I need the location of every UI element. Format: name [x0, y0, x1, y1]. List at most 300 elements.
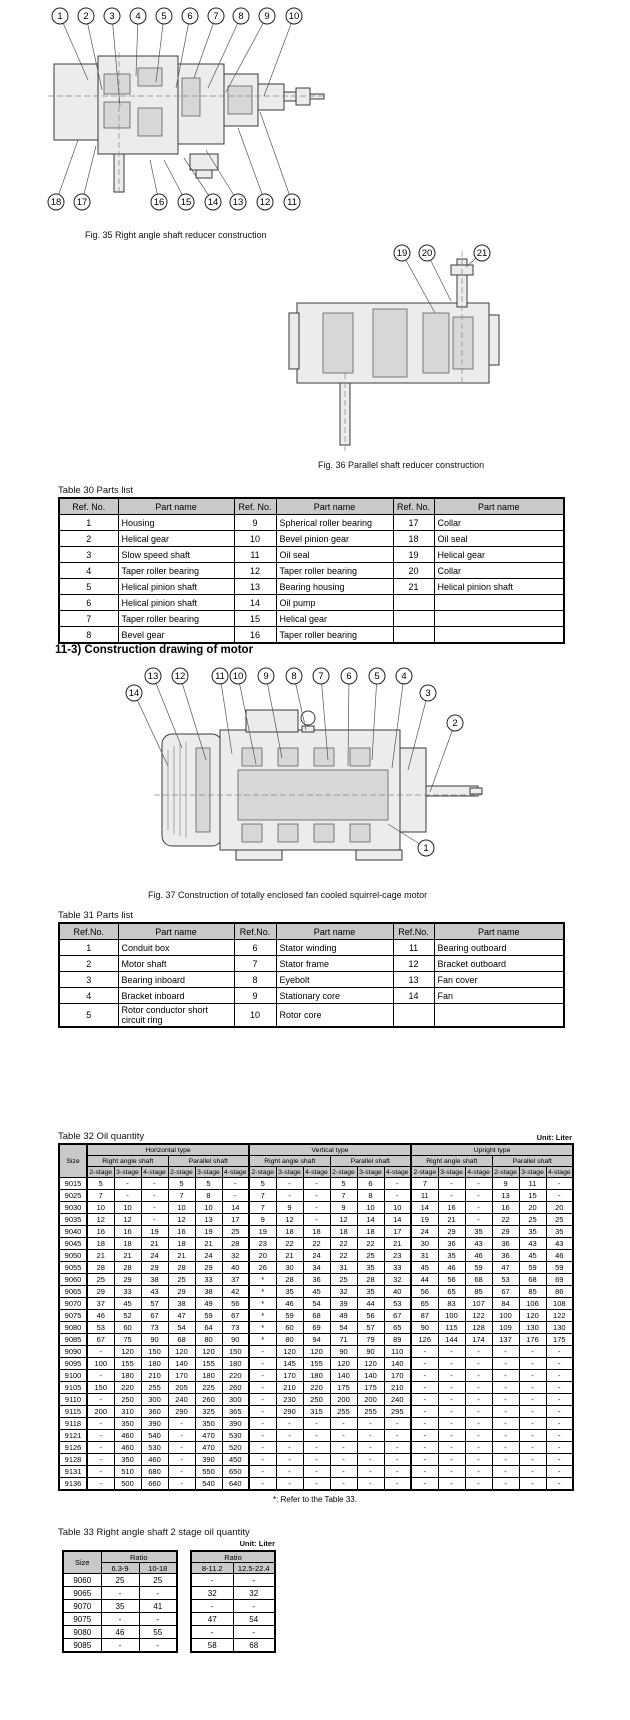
- oil-quantity-cell: *: [249, 1274, 276, 1286]
- oil-quantity-cell: 35: [519, 1226, 546, 1238]
- ref-no-cell: 13: [234, 579, 276, 595]
- oil-quantity-cell: -: [357, 1454, 384, 1466]
- oil-quantity-cell: 73: [222, 1322, 249, 1334]
- oil-quantity-cell: 54: [303, 1298, 330, 1310]
- callout-number: 9: [264, 11, 270, 23]
- oil-quantity-cell: 31: [330, 1262, 357, 1274]
- oil-quantity-cell: 109: [492, 1322, 519, 1334]
- oil-quantity-cell: 25: [168, 1274, 195, 1286]
- callout-number: 21: [476, 248, 488, 260]
- oil-quantity-cell: 90: [222, 1334, 249, 1346]
- oil-quantity-cell: 90: [141, 1334, 168, 1346]
- oil-quantity-row: [63, 1626, 177, 1639]
- oil-quantity-cell: 59: [546, 1262, 573, 1274]
- table32-unit-label: Unit: Liter: [536, 1133, 572, 1142]
- stage-header: 4-stage: [546, 1167, 573, 1178]
- oil-quantity-cell: -: [546, 1190, 573, 1202]
- part-name-cell: [434, 611, 564, 627]
- oil-quantity-cell: -: [330, 1442, 357, 1454]
- oil-quantity-cell: 56: [357, 1310, 384, 1322]
- oil-quantity-cell: 35: [465, 1226, 492, 1238]
- ratio-range-header: 10-18: [139, 1563, 177, 1574]
- ref-no-cell: 18: [393, 531, 434, 547]
- part-name-cell: Stator winding: [276, 940, 393, 956]
- oil-quantity-cell: 10: [195, 1202, 222, 1214]
- oil-quantity-cell: -: [303, 1190, 330, 1202]
- ref-no-cell: 2: [59, 956, 118, 972]
- size-cell: 9060: [63, 1574, 101, 1587]
- column-header: Ref. No.: [393, 498, 434, 515]
- part-name-cell: Helical gear: [434, 547, 564, 563]
- oil-quantity-cell: 9: [492, 1178, 519, 1190]
- oil-quantity-cell: 67: [87, 1334, 114, 1346]
- oil-quantity-cell: 315: [303, 1406, 330, 1418]
- oil-quantity-cell: -: [303, 1202, 330, 1214]
- oil-quantity-cell: 42: [222, 1286, 249, 1298]
- oil-quantity-cell: 12: [168, 1214, 195, 1226]
- oil-quantity-cell: 32: [233, 1587, 275, 1600]
- oil-quantity-row: [59, 1430, 573, 1442]
- stage-header: 3-stage: [519, 1167, 546, 1178]
- table31-parts-list: [58, 922, 565, 1028]
- oil-quantity-cell: 35: [357, 1262, 384, 1274]
- table-row: [59, 611, 564, 627]
- oil-quantity-cell: 175: [546, 1334, 573, 1346]
- oil-quantity-cell: -: [384, 1442, 411, 1454]
- part-name-cell: Helical pinion shaft: [118, 579, 234, 595]
- ref-no-cell: 10: [234, 1004, 276, 1028]
- oil-quantity-cell: -: [139, 1587, 177, 1600]
- ref-no-cell: 5: [59, 579, 118, 595]
- oil-quantity-cell: 69: [303, 1322, 330, 1334]
- oil-quantity-cell: 9: [330, 1202, 357, 1214]
- oil-quantity-cell: -: [276, 1190, 303, 1202]
- oil-quantity-cell: 175: [357, 1382, 384, 1394]
- oil-quantity-cell: 14: [222, 1202, 249, 1214]
- oil-quantity-cell: 5: [168, 1178, 195, 1190]
- oil-quantity-cell: 41: [139, 1600, 177, 1613]
- oil-quantity-cell: -: [438, 1466, 465, 1478]
- oil-quantity-cell: 52: [114, 1310, 141, 1322]
- ref-no-cell: 8: [234, 972, 276, 988]
- oil-quantity-cell: 57: [357, 1322, 384, 1334]
- oil-quantity-cell: 34: [303, 1262, 330, 1274]
- oil-quantity-cell: 22: [330, 1250, 357, 1262]
- shaft-type-header: Parallel shaft: [492, 1156, 573, 1167]
- oil-quantity-cell: -: [438, 1430, 465, 1442]
- oil-quantity-cell: 250: [303, 1394, 330, 1406]
- part-name-cell: Bevel pinion gear: [276, 531, 393, 547]
- oil-quantity-cell: -: [384, 1478, 411, 1491]
- oil-quantity-cell: 5: [195, 1178, 222, 1190]
- oil-quantity-cell: -: [546, 1454, 573, 1466]
- oil-quantity-cell: 390: [141, 1418, 168, 1430]
- oil-quantity-cell: -: [411, 1430, 438, 1442]
- oil-quantity-cell: 25: [222, 1226, 249, 1238]
- oil-quantity-cell: 22: [303, 1238, 330, 1250]
- column-header: Part name: [434, 923, 564, 940]
- oil-quantity-cell: 14: [357, 1214, 384, 1226]
- stage-header: 2-stage: [87, 1167, 114, 1178]
- oil-quantity-cell: -: [114, 1190, 141, 1202]
- oil-quantity-cell: 28: [357, 1274, 384, 1286]
- oil-quantity-row: [191, 1626, 275, 1639]
- oil-quantity-cell: 68: [303, 1310, 330, 1322]
- oil-quantity-cell: 43: [546, 1238, 573, 1250]
- oil-quantity-row: [59, 1274, 573, 1286]
- oil-quantity-cell: 28: [222, 1238, 249, 1250]
- oil-quantity-cell: -: [465, 1442, 492, 1454]
- callout-number: 13: [147, 671, 159, 683]
- oil-quantity-cell: -: [546, 1346, 573, 1358]
- oil-quantity-cell: 5: [330, 1178, 357, 1190]
- oil-quantity-cell: 122: [546, 1310, 573, 1322]
- oil-quantity-cell: 28: [276, 1274, 303, 1286]
- oil-quantity-cell: 29: [114, 1274, 141, 1286]
- oil-quantity-cell: 30: [276, 1262, 303, 1274]
- ratio-range-header: 12.5-22.4: [233, 1563, 275, 1574]
- oil-quantity-cell: -: [519, 1370, 546, 1382]
- column-header: Part name: [276, 923, 393, 940]
- oil-quantity-cell: 45: [303, 1286, 330, 1298]
- oil-quantity-row: [59, 1238, 573, 1250]
- fig36-caption: Fig. 36 Parallel shaft reducer construction: [318, 460, 485, 470]
- oil-quantity-cell: -: [191, 1626, 233, 1639]
- oil-quantity-cell: -: [465, 1466, 492, 1478]
- oil-quantity-cell: 5: [87, 1178, 114, 1190]
- ref-no-cell: 11: [393, 940, 434, 956]
- part-name-cell: Conduit box: [118, 940, 234, 956]
- oil-quantity-cell: 230: [276, 1394, 303, 1406]
- callout-number: 14: [128, 688, 140, 700]
- size-cell: 9035: [59, 1214, 87, 1226]
- oil-quantity-cell: 200: [330, 1394, 357, 1406]
- oil-quantity-cell: 22: [276, 1238, 303, 1250]
- oil-quantity-cell: 108: [546, 1298, 573, 1310]
- part-name-cell: Helical gear: [118, 531, 234, 547]
- oil-quantity-cell: -: [357, 1430, 384, 1442]
- oil-quantity-row: [59, 1406, 573, 1418]
- oil-quantity-row: [59, 1466, 573, 1478]
- oil-quantity-cell: 18: [276, 1226, 303, 1238]
- oil-quantity-cell: 10: [168, 1202, 195, 1214]
- oil-quantity-row: [59, 1322, 573, 1334]
- oil-quantity-cell: -: [276, 1442, 303, 1454]
- callout-number: 11: [287, 197, 297, 209]
- oil-quantity-cell: 33: [114, 1286, 141, 1298]
- table-row: [59, 563, 564, 579]
- stage-header: 3-stage: [276, 1167, 303, 1178]
- callout-number: 5: [161, 11, 167, 23]
- oil-quantity-cell: -: [139, 1639, 177, 1653]
- part-name-cell: Oil seal: [276, 547, 393, 563]
- column-header: Ref. No.: [59, 498, 118, 515]
- oil-quantity-cell: 25: [546, 1214, 573, 1226]
- oil-quantity-cell: 9: [276, 1202, 303, 1214]
- oil-quantity-cell: 56: [411, 1286, 438, 1298]
- stage-header: 4-stage: [222, 1167, 249, 1178]
- oil-quantity-cell: -: [303, 1454, 330, 1466]
- part-name-cell: Taper roller bearing: [118, 611, 234, 627]
- oil-quantity-cell: -: [519, 1346, 546, 1358]
- oil-quantity-cell: 35: [546, 1226, 573, 1238]
- ratio-range-header: 8-11.2: [191, 1563, 233, 1574]
- oil-quantity-cell: 14: [411, 1202, 438, 1214]
- oil-quantity-cell: -: [168, 1442, 195, 1454]
- oil-quantity-cell: 71: [330, 1334, 357, 1346]
- oil-quantity-cell: 8: [357, 1190, 384, 1202]
- fig35-caption: Fig. 35 Right angle shaft reducer construction: [85, 230, 267, 240]
- table-row: [59, 579, 564, 595]
- oil-quantity-cell: 255: [357, 1406, 384, 1418]
- oil-quantity-cell: 15: [519, 1190, 546, 1202]
- oil-quantity-cell: -: [87, 1478, 114, 1491]
- oil-quantity-cell: 255: [141, 1382, 168, 1394]
- oil-quantity-cell: -: [384, 1454, 411, 1466]
- oil-quantity-cell: 32: [191, 1587, 233, 1600]
- oil-quantity-cell: 11: [519, 1178, 546, 1190]
- fig37-motor-drawing: [118, 664, 486, 888]
- callout-number: 5: [374, 671, 380, 683]
- oil-quantity-cell: 53: [87, 1322, 114, 1334]
- size-cell: 9045: [59, 1238, 87, 1250]
- oil-quantity-cell: 460: [141, 1454, 168, 1466]
- oil-quantity-cell: -: [492, 1358, 519, 1370]
- oil-quantity-cell: 470: [195, 1442, 222, 1454]
- oil-quantity-cell: 59: [195, 1310, 222, 1322]
- oil-quantity-cell: 49: [330, 1310, 357, 1322]
- oil-quantity-cell: -: [303, 1478, 330, 1491]
- oil-quantity-cell: 10: [87, 1202, 114, 1214]
- oil-quantity-cell: -: [357, 1418, 384, 1430]
- table-row: [59, 531, 564, 547]
- size-cell: 9025: [59, 1190, 87, 1202]
- oil-quantity-cell: 174: [465, 1334, 492, 1346]
- table-row: [59, 1004, 564, 1028]
- ref-no-cell: 20: [393, 563, 434, 579]
- oil-quantity-cell: 7: [330, 1190, 357, 1202]
- ref-no-cell: [393, 1004, 434, 1028]
- oil-quantity-cell: 210: [384, 1382, 411, 1394]
- oil-quantity-cell: -: [438, 1478, 465, 1491]
- oil-quantity-cell: -: [249, 1358, 276, 1370]
- oil-quantity-cell: 30: [411, 1238, 438, 1250]
- size-cell: 9090: [59, 1346, 87, 1358]
- oil-quantity-cell: 170: [168, 1370, 195, 1382]
- part-name-cell: Slow speed shaft: [118, 547, 234, 563]
- oil-quantity-cell: 7: [87, 1190, 114, 1202]
- oil-quantity-cell: 17: [222, 1214, 249, 1226]
- oil-quantity-cell: -: [87, 1394, 114, 1406]
- oil-quantity-row: [59, 1334, 573, 1346]
- oil-quantity-cell: 39: [330, 1298, 357, 1310]
- oil-quantity-cell: 90: [330, 1346, 357, 1358]
- oil-quantity-cell: 59: [519, 1262, 546, 1274]
- oil-quantity-cell: 106: [519, 1298, 546, 1310]
- oil-quantity-row: [59, 1370, 573, 1382]
- ref-no-cell: 1: [59, 940, 118, 956]
- oil-quantity-cell: -: [411, 1418, 438, 1430]
- oil-quantity-cell: *: [249, 1322, 276, 1334]
- oil-quantity-cell: 120: [357, 1358, 384, 1370]
- oil-quantity-cell: 65: [411, 1298, 438, 1310]
- part-name-cell: Helical pinion shaft: [434, 579, 564, 595]
- oil-quantity-cell: 120: [114, 1346, 141, 1358]
- oil-quantity-cell: 31: [411, 1250, 438, 1262]
- oil-quantity-cell: -: [303, 1418, 330, 1430]
- table33-title: Table 33 Right angle shaft 2 stage oil quantity: [58, 1527, 250, 1538]
- size-cell: 9075: [59, 1310, 87, 1322]
- stage-header: 2-stage: [168, 1167, 195, 1178]
- oil-quantity-cell: -: [303, 1442, 330, 1454]
- ref-no-cell: 8: [59, 627, 118, 644]
- stage-header: 4-stage: [303, 1167, 330, 1178]
- oil-quantity-cell: 21: [87, 1250, 114, 1262]
- oil-quantity-cell: 46: [546, 1250, 573, 1262]
- oil-quantity-cell: 46: [276, 1298, 303, 1310]
- ratio-range-header: 6.3-9: [101, 1563, 139, 1574]
- callout-number: 4: [135, 11, 141, 23]
- oil-quantity-cell: 89: [384, 1334, 411, 1346]
- oil-quantity-cell: -: [465, 1406, 492, 1418]
- oil-quantity-cell: 140: [384, 1358, 411, 1370]
- oil-quantity-cell: 25: [330, 1274, 357, 1286]
- oil-quantity-cell: 44: [411, 1274, 438, 1286]
- oil-quantity-cell: 21: [384, 1238, 411, 1250]
- oil-quantity-cell: 120: [168, 1346, 195, 1358]
- oil-quantity-cell: 205: [168, 1382, 195, 1394]
- oil-quantity-cell: 100: [438, 1310, 465, 1322]
- oil-quantity-cell: 520: [222, 1442, 249, 1454]
- oil-quantity-cell: -: [276, 1178, 303, 1190]
- oil-quantity-cell: 155: [303, 1358, 330, 1370]
- oil-quantity-cell: -: [519, 1382, 546, 1394]
- oil-quantity-cell: -: [233, 1574, 275, 1587]
- oil-quantity-cell: 155: [114, 1358, 141, 1370]
- part-name-cell: [434, 595, 564, 611]
- oil-quantity-cell: 24: [303, 1250, 330, 1262]
- oil-quantity-cell: 56: [438, 1274, 465, 1286]
- oil-quantity-cell: -: [384, 1418, 411, 1430]
- oil-quantity-cell: 120: [195, 1346, 222, 1358]
- oil-quantity-cell: 32: [222, 1250, 249, 1262]
- callout-leader-line: [56, 140, 78, 202]
- oil-quantity-cell: 120: [519, 1310, 546, 1322]
- oil-quantity-cell: 64: [195, 1322, 222, 1334]
- oil-quantity-cell: 8: [195, 1190, 222, 1202]
- oil-quantity-cell: 16: [114, 1226, 141, 1238]
- table32-oil-quantity: [58, 1143, 574, 1491]
- oil-quantity-cell: 120: [276, 1346, 303, 1358]
- size-cell: 9050: [59, 1250, 87, 1262]
- size-cell: 9121: [59, 1430, 87, 1442]
- oil-quantity-cell: -: [438, 1190, 465, 1202]
- oil-quantity-cell: 390: [222, 1418, 249, 1430]
- oil-quantity-cell: 295: [384, 1406, 411, 1418]
- oil-quantity-row: [63, 1613, 177, 1626]
- oil-quantity-cell: 145: [276, 1358, 303, 1370]
- oil-quantity-cell: 16: [492, 1202, 519, 1214]
- ref-no-cell: 14: [234, 595, 276, 611]
- oil-quantity-cell: 7: [411, 1178, 438, 1190]
- ratio-header: Ratio: [101, 1551, 177, 1563]
- size-cell: 9118: [59, 1418, 87, 1430]
- oil-quantity-cell: -: [546, 1478, 573, 1491]
- oil-quantity-cell: 130: [546, 1322, 573, 1334]
- oil-quantity-cell: -: [465, 1346, 492, 1358]
- oil-quantity-cell: 128: [465, 1322, 492, 1334]
- callout-leader-line: [430, 723, 455, 792]
- oil-quantity-cell: -: [411, 1478, 438, 1491]
- oil-quantity-cell: 115: [438, 1322, 465, 1334]
- oil-quantity-cell: -: [384, 1466, 411, 1478]
- oil-quantity-cell: 21: [195, 1238, 222, 1250]
- oil-quantity-cell: 20: [546, 1202, 573, 1214]
- oil-quantity-cell: -: [330, 1478, 357, 1491]
- column-header: Ref.No.: [59, 923, 118, 940]
- oil-quantity-cell: -: [168, 1418, 195, 1430]
- callout-number: 6: [346, 671, 352, 683]
- oil-quantity-cell: 5: [249, 1178, 276, 1190]
- oil-quantity-cell: 40: [222, 1262, 249, 1274]
- size-cell: 9015: [59, 1178, 87, 1190]
- callout-number: 12: [259, 197, 271, 209]
- oil-quantity-row: [59, 1418, 573, 1430]
- oil-quantity-cell: 56: [222, 1298, 249, 1310]
- oil-quantity-cell: 54: [168, 1322, 195, 1334]
- oil-quantity-cell: 46: [438, 1262, 465, 1274]
- oil-quantity-cell: -: [546, 1370, 573, 1382]
- ref-no-cell: 9: [234, 988, 276, 1004]
- oil-quantity-cell: 24: [141, 1250, 168, 1262]
- part-name-cell: Rotor conductor short circuit ring: [118, 1004, 234, 1028]
- oil-quantity-cell: 38: [168, 1298, 195, 1310]
- oil-quantity-cell: 79: [357, 1334, 384, 1346]
- oil-quantity-cell: 33: [195, 1274, 222, 1286]
- ref-no-cell: 15: [234, 611, 276, 627]
- oil-quantity-cell: -: [249, 1406, 276, 1418]
- oil-quantity-cell: 200: [87, 1406, 114, 1418]
- ref-no-cell: 7: [234, 956, 276, 972]
- oil-quantity-cell: 18: [168, 1238, 195, 1250]
- oil-quantity-cell: 46: [87, 1310, 114, 1322]
- stage-header: 2-stage: [330, 1167, 357, 1178]
- oil-quantity-cell: -: [492, 1430, 519, 1442]
- callout-number: 13: [232, 197, 244, 209]
- oil-quantity-cell: -: [546, 1358, 573, 1370]
- ref-no-cell: 9: [234, 515, 276, 531]
- oil-quantity-cell: 350: [195, 1418, 222, 1430]
- size-cell: 9128: [59, 1454, 87, 1466]
- callout-number: 14: [207, 197, 219, 209]
- oil-quantity-cell: 73: [141, 1322, 168, 1334]
- part-name-cell: Fan cover: [434, 972, 564, 988]
- oil-quantity-cell: -: [519, 1478, 546, 1491]
- callout-number: 18: [50, 197, 62, 209]
- oil-quantity-cell: *: [249, 1310, 276, 1322]
- oil-quantity-cell: -: [249, 1346, 276, 1358]
- oil-quantity-cell: -: [141, 1202, 168, 1214]
- oil-quantity-cell: 540: [195, 1478, 222, 1491]
- part-name-cell: Helical gear: [276, 611, 393, 627]
- oil-quantity-row: [63, 1639, 177, 1653]
- oil-quantity-cell: 43: [519, 1238, 546, 1250]
- stage-header: 3-stage: [195, 1167, 222, 1178]
- part-name-cell: Bearing inboard: [118, 972, 234, 988]
- oil-quantity-cell: -: [438, 1394, 465, 1406]
- oil-quantity-cell: 28: [114, 1262, 141, 1274]
- oil-quantity-cell: -: [465, 1382, 492, 1394]
